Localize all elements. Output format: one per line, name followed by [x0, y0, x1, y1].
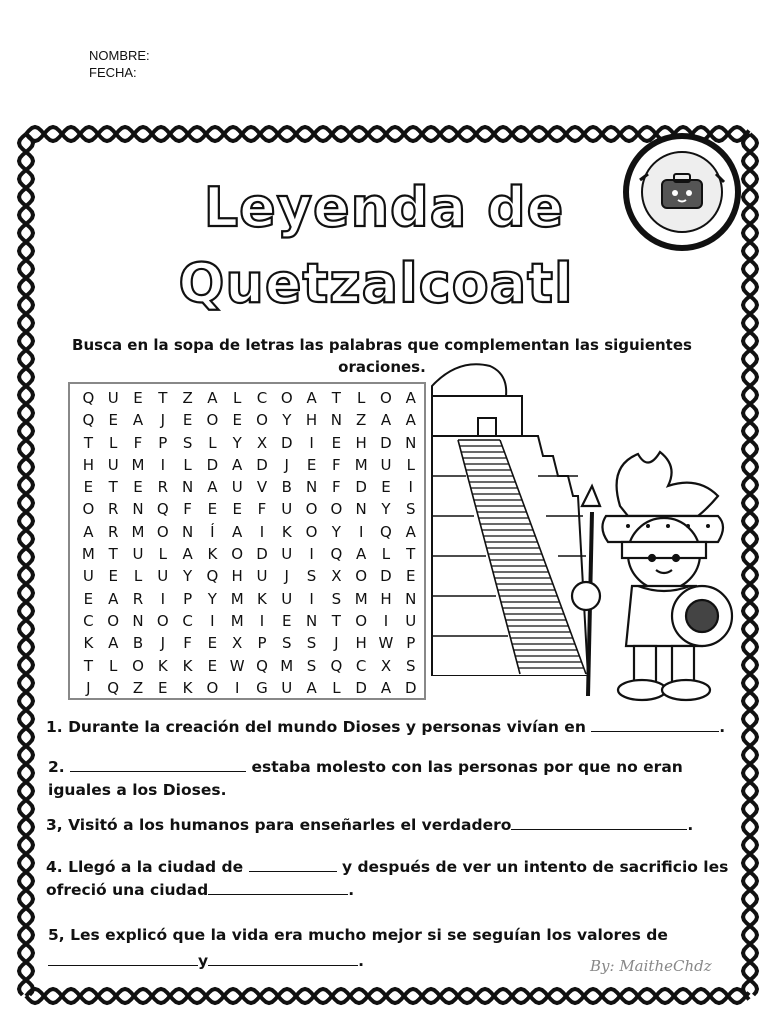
grid-letter[interactable]: A: [182, 545, 193, 564]
grid-letter[interactable]: Y: [183, 567, 193, 586]
grid-letter[interactable]: J: [284, 455, 289, 474]
question-5-blanks: [48, 950, 364, 973]
grid-letter[interactable]: L: [233, 389, 242, 407]
grid-letter[interactable]: H: [305, 411, 318, 430]
grid-letter[interactable]: E: [381, 478, 391, 497]
grid-letter[interactable]: U: [281, 678, 293, 697]
grid-letter[interactable]: Y: [282, 411, 292, 430]
grid-letter[interactable]: I: [383, 611, 389, 630]
grid-letter[interactable]: T: [83, 656, 93, 675]
title-line-1: Leyenda de: [203, 176, 565, 239]
grid-letter[interactable]: M: [81, 545, 95, 564]
grid-letter[interactable]: A: [356, 545, 367, 564]
grid-letter[interactable]: A: [306, 678, 317, 697]
header-fields: [89, 47, 150, 81]
grid-letter[interactable]: Q: [256, 656, 268, 675]
grid-letter[interactable]: O: [280, 389, 293, 407]
grid-letter[interactable]: N: [305, 478, 318, 497]
grid-letter[interactable]: M: [354, 589, 368, 608]
grid-letter[interactable]: C: [355, 656, 367, 675]
author-credit: By: MaitheChdz: [590, 957, 712, 975]
grid-letter[interactable]: I: [358, 522, 364, 541]
grid-letter[interactable]: E: [207, 500, 218, 519]
grid-letter[interactable]: U: [231, 478, 243, 497]
grid-letter[interactable]: M: [230, 611, 244, 630]
grid-letter[interactable]: E: [331, 433, 342, 452]
grid-letter[interactable]: E: [133, 478, 143, 497]
grid-letter[interactable]: K: [207, 545, 218, 564]
grid-letter[interactable]: F: [332, 455, 341, 474]
grid-letter[interactable]: Q: [82, 389, 95, 407]
grid-letter[interactable]: E: [108, 411, 118, 430]
answer-blank-5a[interactable]: [48, 951, 198, 966]
grid-letter[interactable]: N: [405, 589, 417, 608]
grid-letter[interactable]: E: [232, 500, 242, 519]
grid-letter[interactable]: A: [405, 389, 416, 407]
grid-letter[interactable]: L: [183, 455, 192, 474]
grid-letter[interactable]: U: [281, 500, 293, 519]
grid-letter[interactable]: N: [355, 500, 367, 519]
grid-letter[interactable]: A: [380, 678, 392, 697]
grid-letter[interactable]: O: [206, 411, 219, 430]
grid-letter[interactable]: G: [256, 678, 268, 697]
grid-letter[interactable]: O: [355, 611, 368, 630]
grid-letter[interactable]: P: [257, 634, 267, 653]
grid-letter[interactable]: L: [109, 433, 118, 452]
grid-letter[interactable]: I: [408, 478, 413, 497]
grid-letter[interactable]: E: [282, 611, 292, 630]
grid-letter[interactable]: Q: [156, 500, 169, 519]
grid-letter[interactable]: O: [206, 678, 219, 697]
grid-letter[interactable]: J: [160, 634, 165, 653]
question-5-end: .: [358, 952, 364, 970]
grid-letter[interactable]: O: [156, 522, 169, 541]
grid-letter[interactable]: P: [158, 433, 168, 452]
grid-letter[interactable]: O: [107, 611, 120, 630]
word-search-grid: [76, 387, 423, 699]
grid-letter[interactable]: A: [405, 522, 416, 541]
grid-letter[interactable]: O: [330, 500, 343, 519]
grid-letter[interactable]: C: [182, 611, 193, 630]
grid-letter[interactable]: F: [183, 634, 192, 653]
grid-letter[interactable]: D: [380, 567, 392, 586]
grid-letter[interactable]: U: [256, 567, 268, 586]
grid-letter[interactable]: W: [229, 656, 245, 675]
grid-letter[interactable]: I: [160, 455, 165, 474]
grid-letter[interactable]: H: [355, 433, 367, 452]
grid-letter[interactable]: A: [207, 478, 218, 497]
the-miss-creative-logo: [618, 130, 746, 254]
grid-letter[interactable]: S: [182, 433, 193, 452]
question-2-text-b: iguales a los Dioses.: [48, 781, 227, 799]
grid-letter[interactable]: A: [380, 411, 392, 430]
grid-letter[interactable]: H: [82, 455, 95, 474]
question-5: [48, 924, 668, 947]
grid-letter[interactable]: L: [406, 455, 415, 474]
grid-letter[interactable]: Y: [207, 589, 217, 608]
grid-letter[interactable]: H: [380, 589, 392, 608]
grid-letter[interactable]: D: [355, 678, 367, 697]
grid-letter[interactable]: D: [280, 433, 293, 452]
grid-letter[interactable]: L: [133, 567, 143, 586]
grid-letter[interactable]: Z: [182, 389, 193, 407]
grid-letter[interactable]: Q: [380, 522, 392, 541]
grid-letter[interactable]: I: [309, 589, 314, 608]
grid-letter[interactable]: H: [355, 634, 367, 653]
grid-letter[interactable]: U: [82, 567, 94, 586]
grid-letter[interactable]: T: [406, 545, 416, 564]
grid-letter[interactable]: N: [405, 433, 417, 452]
grid-letter[interactable]: X: [256, 433, 268, 452]
grid-letter[interactable]: E: [207, 634, 218, 653]
grid-letter[interactable]: T: [83, 433, 93, 452]
answer-blank-3[interactable]: [511, 815, 687, 830]
grid-letter[interactable]: Q: [330, 656, 343, 675]
grid-letter[interactable]: L: [356, 389, 366, 407]
grid-letter[interactable]: D: [206, 455, 219, 474]
question-2-number: 2.: [48, 758, 65, 776]
grid-letter[interactable]: M: [131, 522, 145, 541]
grid-letter[interactable]: P: [406, 634, 416, 653]
question-3-text: 3, Visitó a los humanos para enseñarles el verdadero: [46, 816, 512, 834]
answer-blank-4b[interactable]: [208, 880, 348, 895]
question-5-text: 5, Les explicó que la vida era mucho mejor si se seguían los valores de: [48, 926, 668, 944]
question-4-end: .: [348, 881, 355, 899]
question-4-text-c: ofreció una ciudad: [46, 881, 209, 899]
grid-letter[interactable]: F: [133, 433, 143, 452]
grid-letter[interactable]: U: [281, 545, 293, 564]
question-5-y: y: [198, 952, 209, 970]
grid-letter[interactable]: T: [158, 389, 168, 407]
grid-letter[interactable]: U: [380, 455, 392, 474]
instructions: Busca en la sopa de letras las palabras que complementan las siguientes oraciones.: [72, 336, 692, 376]
grid-letter[interactable]: X: [232, 634, 243, 653]
grid-letter[interactable]: O: [256, 411, 268, 430]
grid-letter[interactable]: A: [207, 389, 218, 407]
grid-letter[interactable]: H: [231, 567, 243, 586]
grid-letter[interactable]: N: [330, 411, 342, 430]
grid-letter[interactable]: D: [380, 433, 392, 452]
question-2-text: estaba molesto con las personas por que no eran: [251, 758, 683, 776]
grid-letter[interactable]: S: [282, 634, 292, 653]
grid-letter[interactable]: I: [259, 611, 265, 630]
grid-letter[interactable]: A: [306, 389, 317, 407]
grid-letter[interactable]: W: [378, 634, 394, 653]
grid-letter[interactable]: E: [83, 589, 94, 608]
grid-letter[interactable]: E: [182, 411, 193, 430]
grid-letter[interactable]: S: [306, 634, 317, 653]
grid-letter[interactable]: J: [284, 567, 289, 586]
grid-letter[interactable]: L: [332, 678, 341, 697]
grid-letter[interactable]: T: [331, 611, 341, 630]
grid-letter[interactable]: I: [259, 522, 265, 541]
answer-blank-2[interactable]: [70, 757, 246, 772]
grid-letter[interactable]: O: [380, 389, 392, 407]
grid-letter[interactable]: S: [405, 500, 416, 519]
grid-letter[interactable]: I: [309, 545, 314, 564]
grid-letter[interactable]: D: [355, 478, 367, 497]
grid-letter[interactable]: U: [132, 545, 144, 564]
grid-letter[interactable]: K: [157, 656, 168, 675]
grid-letter[interactable]: S: [331, 589, 342, 608]
grid-letter[interactable]: O: [355, 567, 368, 586]
grid-letter[interactable]: N: [305, 611, 318, 630]
grid-letter[interactable]: N: [132, 500, 144, 519]
grid-letter[interactable]: L: [208, 433, 217, 452]
word-search: [68, 382, 426, 700]
grid-letter[interactable]: O: [305, 522, 318, 541]
question-2: [48, 756, 708, 802]
grid-letter[interactable]: N: [181, 478, 194, 497]
grid-letter[interactable]: F: [257, 500, 267, 519]
grid-letter[interactable]: U: [281, 589, 293, 608]
grid-letter[interactable]: T: [108, 478, 118, 497]
question-4-text: 4. Llegó a la ciudad de: [46, 858, 244, 876]
grid-letter[interactable]: N: [181, 522, 194, 541]
grid-letter[interactable]: A: [108, 589, 119, 608]
question-1-text: 1. Durante la creación del mundo Dioses y personas vivían en: [46, 718, 586, 736]
grid-letter[interactable]: E: [158, 678, 168, 697]
grid-letter[interactable]: O: [82, 500, 95, 519]
grid-letter[interactable]: V: [256, 478, 268, 497]
grid-letter[interactable]: D: [404, 678, 417, 697]
grid-letter[interactable]: N: [132, 611, 144, 630]
grid-letter[interactable]: E: [306, 455, 317, 474]
grid-letter[interactable]: E: [207, 656, 218, 675]
question-3-end: .: [687, 816, 694, 834]
grid-letter[interactable]: P: [183, 589, 193, 608]
grid-letter[interactable]: A: [83, 522, 94, 541]
grid-letter[interactable]: S: [405, 656, 416, 675]
grid-letter[interactable]: X: [331, 567, 342, 586]
grid-letter[interactable]: Y: [381, 500, 391, 519]
grid-letter[interactable]: S: [306, 656, 317, 675]
grid-letter[interactable]: T: [331, 389, 341, 407]
grid-letter[interactable]: Z: [132, 678, 144, 697]
answer-blank-5b[interactable]: [208, 951, 358, 966]
grid-letter[interactable]: O: [305, 500, 318, 519]
grid-letter[interactable]: M: [230, 589, 244, 608]
grid-letter[interactable]: L: [158, 545, 167, 564]
grid-letter[interactable]: M: [280, 656, 294, 675]
question-1-end: .: [719, 718, 726, 736]
grid-letter[interactable]: E: [83, 478, 94, 497]
grid-letter[interactable]: U: [107, 389, 119, 407]
grid-letter[interactable]: A: [232, 522, 243, 541]
grid-letter[interactable]: B: [132, 634, 144, 653]
grid-letter[interactable]: M: [131, 455, 145, 474]
grid-letter[interactable]: L: [381, 545, 391, 564]
grid-letter[interactable]: E: [232, 411, 242, 430]
grid-letter[interactable]: Q: [330, 545, 343, 564]
grid-letter[interactable]: R: [132, 589, 144, 608]
grid-letter[interactable]: E: [133, 389, 143, 407]
aztec-warrior-illustration: [568, 446, 738, 708]
title-line-2: Quetzalcoatl: [178, 252, 574, 315]
grid-letter[interactable]: O: [156, 611, 169, 630]
grid-letter[interactable]: I: [309, 433, 314, 452]
grid-letter[interactable]: M: [354, 455, 368, 474]
grid-letter[interactable]: J: [334, 634, 339, 653]
answer-blank-1[interactable]: [591, 717, 719, 732]
grid-letter[interactable]: J: [86, 678, 91, 697]
question-4: [46, 856, 736, 902]
answer-blank-4a[interactable]: [249, 857, 337, 872]
grid-letter[interactable]: R: [107, 522, 119, 541]
grid-letter[interactable]: U: [405, 611, 417, 630]
question-4-text-b: y después de ver un intento de sacrificio les: [341, 858, 729, 876]
grid-letter[interactable]: A: [108, 634, 119, 653]
name-label: NOMBRE:: [89, 48, 150, 63]
grid-letter[interactable]: D: [256, 545, 268, 564]
grid-letter[interactable]: S: [306, 567, 317, 586]
grid-letter[interactable]: O: [132, 656, 144, 675]
grid-letter[interactable]: E: [406, 567, 416, 586]
grid-letter[interactable]: E: [108, 567, 118, 586]
grid-letter[interactable]: C: [256, 389, 268, 407]
grid-letter[interactable]: R: [107, 500, 119, 519]
grid-letter[interactable]: A: [132, 411, 144, 430]
grid-letter[interactable]: I: [210, 611, 215, 630]
grid-letter[interactable]: Q: [206, 567, 219, 586]
grid-letter[interactable]: T: [108, 545, 118, 564]
grid-letter[interactable]: Y: [232, 433, 242, 452]
grid-letter[interactable]: K: [281, 522, 292, 541]
grid-letter[interactable]: Y: [331, 522, 341, 541]
grid-letter[interactable]: Í: [210, 522, 215, 541]
grid-letter[interactable]: L: [109, 656, 118, 675]
grid-letter[interactable]: Z: [356, 411, 367, 430]
grid-letter[interactable]: O: [231, 545, 244, 564]
grid-letter[interactable]: K: [257, 589, 267, 608]
grid-letter[interactable]: A: [232, 455, 243, 474]
grid-letter[interactable]: F: [183, 500, 192, 519]
question-1: [46, 716, 725, 739]
grid-letter[interactable]: K: [182, 656, 193, 675]
grid-letter[interactable]: Q: [107, 678, 120, 697]
grid-letter[interactable]: Q: [82, 411, 95, 430]
grid-letter[interactable]: A: [405, 411, 416, 430]
grid-letter[interactable]: I: [160, 589, 165, 608]
question-3: [46, 814, 693, 837]
grid-letter[interactable]: U: [107, 455, 119, 474]
grid-letter[interactable]: R: [157, 478, 168, 497]
grid-letter[interactable]: J: [160, 411, 165, 430]
grid-letter[interactable]: U: [157, 567, 169, 586]
grid-letter[interactable]: C: [83, 611, 94, 630]
grid-letter[interactable]: X: [380, 656, 392, 675]
grid-letter[interactable]: D: [256, 455, 268, 474]
grid-letter[interactable]: I: [234, 678, 240, 697]
grid-letter[interactable]: K: [83, 634, 94, 653]
grid-letter[interactable]: F: [332, 478, 341, 497]
grid-letter[interactable]: B: [281, 478, 292, 497]
grid-letter[interactable]: K: [182, 678, 193, 697]
date-label: FECHA:: [89, 65, 137, 80]
